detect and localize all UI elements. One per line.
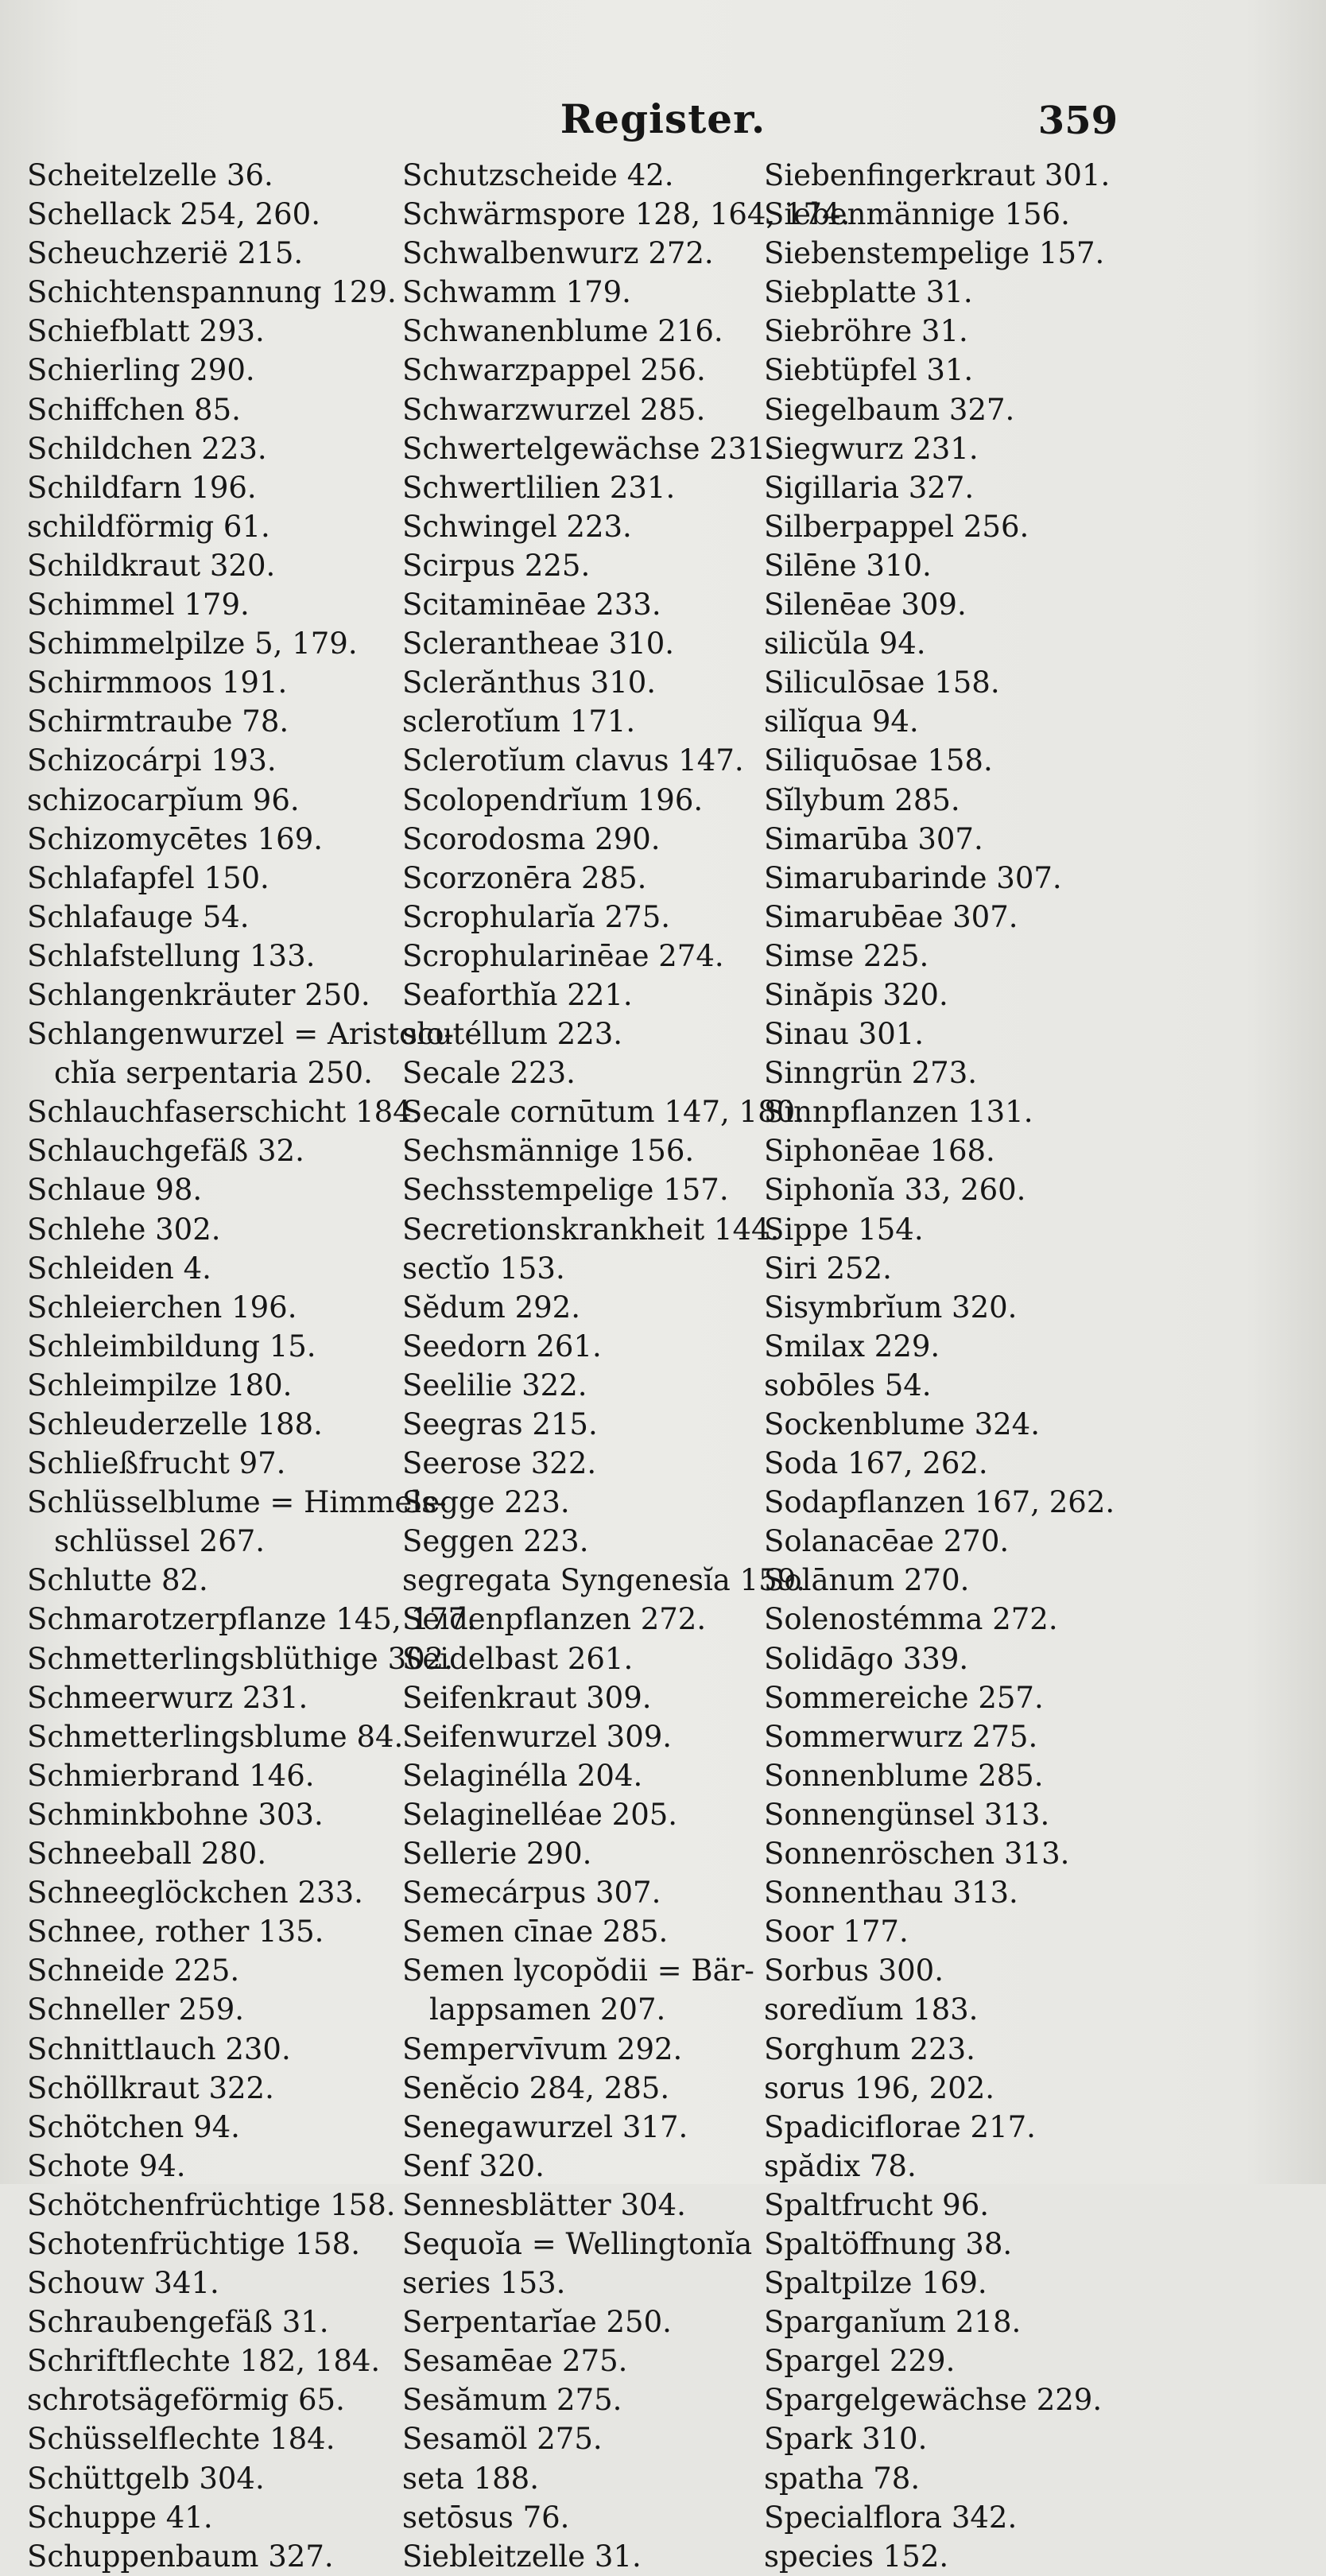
index-entry: Spark 310. xyxy=(764,2422,928,2457)
index-entry: silĭqua 94. xyxy=(764,704,919,739)
index-entry: Semecárpus 307. xyxy=(402,1876,661,1911)
index-entry: Scrophularĭa 275. xyxy=(402,899,670,934)
index-entry: Solidāgo 339. xyxy=(764,1641,969,1676)
index-entry: Segge 223. xyxy=(402,1485,570,1520)
index-entry: Schwertlilien 231. xyxy=(402,470,676,505)
index-entry: Schleimpilze 180. xyxy=(27,1368,293,1402)
index-entry: Semen cīnae 285. xyxy=(402,1915,669,1949)
index-entry: Schildchen 223. xyxy=(27,431,267,466)
index-entry: segregata Syngenesĭa 159. xyxy=(402,1563,805,1598)
index-entry: Siebenmännige 156. xyxy=(764,197,1070,232)
index-entry: Schnittlauch 230. xyxy=(27,2031,291,2066)
index-entry: Simse 225. xyxy=(764,938,929,973)
index-entry: Sellerie 290. xyxy=(402,1837,592,1872)
index-entry: Schlüsselblume = Himmels- xyxy=(27,1485,447,1520)
index-entry: Sesămum 275. xyxy=(402,2383,622,2418)
index-entry: Sĭlybum 285. xyxy=(764,782,960,817)
index-entry: Selaginélla 204. xyxy=(402,1758,643,1793)
index-entry: Sclerotĭum clavus 147. xyxy=(402,743,744,778)
index-entry: Schmarotzerpflanze 145, 177. xyxy=(27,1602,476,1637)
index-entry: Schutzscheide 42. xyxy=(402,158,674,192)
index-entry: Schellack 254, 260. xyxy=(27,197,320,232)
index-entry: Siliculōsae 158. xyxy=(764,665,1000,700)
index-entry: Schlangenkräuter 250. xyxy=(27,977,370,1012)
index-entry: Seegras 215. xyxy=(402,1407,598,1441)
index-entry: Schirmmoos 191. xyxy=(27,665,288,700)
index-entry: Siebtüpfel 31. xyxy=(764,353,974,388)
index-entry: Siebröhre 31. xyxy=(764,314,968,349)
index-entry: spădix 78. xyxy=(764,2148,917,2183)
index-entry: Seidelbast 261. xyxy=(402,1641,634,1676)
index-entry: Schminkbohne 303. xyxy=(27,1797,324,1832)
index-entry: Schmierbrand 146. xyxy=(27,1758,315,1793)
index-entry: Schneide 225. xyxy=(27,1953,240,1988)
index-entry: Sinngrün 273. xyxy=(764,1056,978,1091)
index-entry: schildförmig 61. xyxy=(27,509,270,544)
index-entry: Secretionskrankheit 144. xyxy=(402,1212,780,1247)
index-entry: Sempervīvum 292. xyxy=(402,2031,683,2066)
index-entry: Silenēae 309. xyxy=(764,588,967,623)
index-entry: Siegelbaum 327. xyxy=(764,392,1015,427)
index-entry: Spaltfrucht 96. xyxy=(764,2187,990,2222)
index-entry: Schouw 341. xyxy=(27,2266,219,2301)
index-entry: Solenostémma 272. xyxy=(764,1602,1058,1637)
index-entry: Sonnenthau 313. xyxy=(764,1876,1018,1911)
index-entry: Senĕcio 284, 285. xyxy=(402,2070,670,2105)
index-entry: Schlafstellung 133. xyxy=(27,938,316,973)
index-entry: Spadiciflorae 217. xyxy=(764,2109,1036,2144)
index-entry: Sigillaria 327. xyxy=(764,470,975,505)
index-entry: Semen lycopŏdii = Bär- xyxy=(402,1953,754,1988)
index-entry: Schirmtraube 78. xyxy=(27,704,289,739)
index-entry: Schwamm 179. xyxy=(402,275,631,310)
index-entry: Schüsselflechte 184. xyxy=(27,2422,335,2457)
index-entry: Schotenfrüchtige 158. xyxy=(27,2226,360,2261)
index-entry: Senegawurzel 317. xyxy=(402,2109,688,2144)
index-entry: Siri 252. xyxy=(764,1251,892,1286)
index-entry: Scheitelzelle 36. xyxy=(27,158,273,192)
index-entry: Seifenkraut 309. xyxy=(402,1680,652,1715)
index-entry: Sclerănthus 310. xyxy=(402,665,657,700)
index-entry: Schildfarn 196. xyxy=(27,470,257,505)
index-entry: Schuppenbaum 327. xyxy=(27,2539,334,2574)
index-entry: Schlangenwurzel = Aristolo- xyxy=(27,1017,454,1052)
index-entry: Schleuderzelle 188. xyxy=(27,1407,323,1441)
index-entry: Scitaminēae 233. xyxy=(402,588,661,623)
index-entry: Schichtenspannung 129. xyxy=(27,275,397,310)
index-entry: Siliquōsae 158. xyxy=(764,743,993,778)
index-entry: Schneeball 280. xyxy=(27,1837,267,1872)
page-header-title: Register. xyxy=(560,95,766,142)
index-entry: Schlaue 98. xyxy=(27,1173,203,1208)
index-entry: Schwarzwurzel 285. xyxy=(402,392,706,427)
index-entry: Sonnenröschen 313. xyxy=(764,1837,1070,1872)
index-entry: Schnee, rother 135. xyxy=(27,1915,324,1949)
index-entry: Sĕdum 292. xyxy=(402,1290,580,1325)
index-entry: sclerotĭum 171. xyxy=(402,704,636,739)
index-entry: Schöllkraut 322. xyxy=(27,2070,274,2105)
index-entry: Siphonēae 168. xyxy=(764,1134,995,1169)
index-entry: Simarūba 307. xyxy=(764,821,983,856)
index-entry: Spaltpilze 169. xyxy=(764,2266,987,2301)
index-entry: Sommereiche 257. xyxy=(764,1680,1044,1715)
index-entry: Seaforthĭa 221. xyxy=(402,977,633,1012)
index-entry: Schlutte 82. xyxy=(27,1563,208,1598)
index-entry: species 152. xyxy=(764,2539,949,2574)
index-entry: Simarubēae 307. xyxy=(764,899,1018,934)
index-entry: Schriftflechte 182, 184. xyxy=(27,2344,381,2379)
index-entry: Schizocárpi 193. xyxy=(27,743,277,778)
index-entry: Siphonĭa 33, 260. xyxy=(764,1173,1026,1208)
index-entry: Schizomycētes 169. xyxy=(27,821,324,856)
index-entry: Schüttgelb 304. xyxy=(27,2461,265,2496)
index-entry: Sennesblätter 304. xyxy=(402,2187,686,2222)
index-entry: Smilax 229. xyxy=(764,1329,940,1364)
index-entry: Secale 223. xyxy=(402,1056,576,1091)
index-entry: Siebplatte 31. xyxy=(764,275,973,310)
index-entry: Sonnengünsel 313. xyxy=(764,1797,1050,1832)
index-entry: Silberpappel 256. xyxy=(764,509,1029,544)
index-entry: Serpentarĭae 250. xyxy=(402,2305,672,2340)
index-entry: Sesamēae 275. xyxy=(402,2344,628,2379)
index-entry: scutéllum 223. xyxy=(402,1017,623,1052)
index-entry: Scirpus 225. xyxy=(402,548,591,583)
index-entry: sectĭo 153. xyxy=(402,1251,565,1286)
index-entry: Sinau 301. xyxy=(764,1017,925,1052)
index-entry: Schuppe 41. xyxy=(27,2500,213,2535)
index-entry: Schimmelpilze 5, 179. xyxy=(27,627,358,661)
index-entry: silicŭla 94. xyxy=(764,627,926,661)
index-entry: Siebleitzelle 31. xyxy=(402,2539,642,2574)
index-entry: Schote 94. xyxy=(27,2148,186,2183)
index-entry: Sisymbrĭum 320. xyxy=(764,1290,1018,1325)
index-entry: Schmetterlingsblume 84. xyxy=(27,1719,404,1754)
index-entry: Schwalbenwurz 272. xyxy=(402,236,714,271)
index-entry: Seelilie 322. xyxy=(402,1368,587,1402)
index-entry: Schötchenfrüchtige 158. xyxy=(27,2187,396,2222)
index-entry: Selaginelléae 205. xyxy=(402,1797,678,1832)
index-entry: seta 188. xyxy=(402,2461,539,2496)
index-entry: Soor 177. xyxy=(764,1915,909,1949)
index-entry: Solānum 270. xyxy=(764,1563,970,1598)
page-number: 359 xyxy=(1037,99,1118,143)
index-entry: Schlafauge 54. xyxy=(27,899,250,934)
index-entry: Soda 167, 262. xyxy=(764,1446,988,1481)
index-entry: sorus 196, 202. xyxy=(764,2070,995,2105)
index-entry: Schierling 290. xyxy=(27,353,255,388)
index-entry: Silēne 310. xyxy=(764,548,932,583)
index-entry: Schraubengefäß 31. xyxy=(27,2305,329,2340)
index-entry: Sparganĭum 218. xyxy=(764,2305,1022,2340)
index-entry: Schwingel 223. xyxy=(402,509,632,544)
index-entry: Spargel 229. xyxy=(764,2344,956,2379)
index-entry: Schwarzpappel 256. xyxy=(402,353,706,388)
index-entry: Schötchen 94. xyxy=(27,2109,240,2144)
index-entry: Sonnenblume 285. xyxy=(764,1758,1044,1793)
index-entry: Schlauchgefäß 32. xyxy=(27,1134,304,1169)
index-entry: Schwärmspore 128, 164, 174. xyxy=(402,197,851,232)
index-entry: Sippe 154. xyxy=(764,1212,924,1247)
index-entry: Specialflora 342. xyxy=(764,2500,1018,2535)
index-entry: Schleiden 4. xyxy=(27,1251,211,1286)
index-entry: Sesamöl 275. xyxy=(402,2422,603,2457)
index-entry: Sinăpis 320. xyxy=(764,977,948,1012)
index-entry: Schiefblatt 293. xyxy=(27,314,265,349)
index-entry: series 153. xyxy=(402,2266,566,2301)
index-entry: Schmeerwurz 231. xyxy=(27,1680,308,1715)
index-entry: Schildkraut 320. xyxy=(27,548,276,583)
index-entry: Seedorn 261. xyxy=(402,1329,602,1364)
index-entry: Seidenpflanzen 272. xyxy=(402,1602,707,1637)
index-entry: Scrophularinēae 274. xyxy=(402,938,724,973)
index-entry: Seerose 322. xyxy=(402,1446,597,1481)
index-entry: Schneller 259. xyxy=(27,1992,245,2027)
index-entry: Schneeglöckchen 233. xyxy=(27,1876,363,1911)
index-entry: Scorzonēra 285. xyxy=(402,860,647,895)
index-entry: Siebenfingerkraut 301. xyxy=(764,158,1111,192)
index-entry: Sechsmännige 156. xyxy=(402,1134,695,1169)
index-entry: Seifenwurzel 309. xyxy=(402,1719,673,1754)
index-entry: Sequoĭa = Wellingtonĭa xyxy=(402,2226,753,2261)
index-entry: Schließfrucht 97. xyxy=(27,1446,286,1481)
index-entry: Scolopendrĭum 196. xyxy=(402,782,704,817)
index-entry: Sorbus 300. xyxy=(764,1953,944,1988)
index-entry: Sorghum 223. xyxy=(764,2031,975,2066)
index-entry: Solanacēae 270. xyxy=(764,1524,1010,1559)
index-entry: Schlafapfel 150. xyxy=(27,860,269,895)
index-entry: Siegwurz 231. xyxy=(764,431,979,466)
index-entry: Schimmel 179. xyxy=(27,588,250,623)
index-entry: Sclerantheae 310. xyxy=(402,627,675,661)
index-entry: Schleimbildung 15. xyxy=(27,1329,316,1364)
index-entry: schrotsägeförmig 65. xyxy=(27,2383,345,2418)
index-entry: Scheuchzerië 215. xyxy=(27,236,304,271)
index-entry: Schmetterlingsblüthige 302. xyxy=(27,1641,453,1676)
index-entry: lappsamen 207. xyxy=(429,1992,666,2027)
index-entry: Seggen 223. xyxy=(402,1524,589,1559)
index-entry: sobōles 54. xyxy=(764,1368,932,1402)
index-entry: schizocarpĭum 96. xyxy=(27,782,300,817)
index-entry: Simarubarinde 307. xyxy=(764,860,1062,895)
index-entry: Schiffchen 85. xyxy=(27,392,241,427)
index-entry: Sommerwurz 275. xyxy=(764,1719,1038,1754)
index-entry: setōsus 76. xyxy=(402,2500,570,2535)
index-column-3 xyxy=(764,156,1115,2576)
index-entry: spatha 78. xyxy=(764,2461,921,2496)
index-entry: schlüssel 267. xyxy=(54,1524,266,1559)
index-entry: chĭa serpentaria 250. xyxy=(54,1056,373,1091)
index-entry: Schlauchfaserschicht 184. xyxy=(27,1095,421,1130)
index-entry: Schlehe 302. xyxy=(27,1212,221,1247)
index-entry: Sodapflanzen 167, 262. xyxy=(764,1485,1115,1520)
index-entry: Scorodosma 290. xyxy=(402,821,661,856)
index-entry: Sechsstempelige 157. xyxy=(402,1173,729,1208)
index-entry: Schwertelgewächse 231. xyxy=(402,431,775,466)
index-entry: Secale cornūtum 147, 180. xyxy=(402,1095,805,1130)
index-entry: Senf 320. xyxy=(402,2148,545,2183)
index-entry: Schwanenblume 216. xyxy=(402,314,723,349)
index-entry: Sinnpflanzen 131. xyxy=(764,1095,1033,1130)
index-entry: Schleierchen 196. xyxy=(27,1290,297,1325)
index-entry: soredĭum 183. xyxy=(764,1992,979,2027)
index-entry: Spargelgewächse 229. xyxy=(764,2383,1103,2418)
index-entry: Sockenblume 324. xyxy=(764,1407,1040,1441)
index-entry: Siebenstempelige 157. xyxy=(764,236,1105,271)
index-entry: Spaltöffnung 38. xyxy=(764,2226,1013,2261)
